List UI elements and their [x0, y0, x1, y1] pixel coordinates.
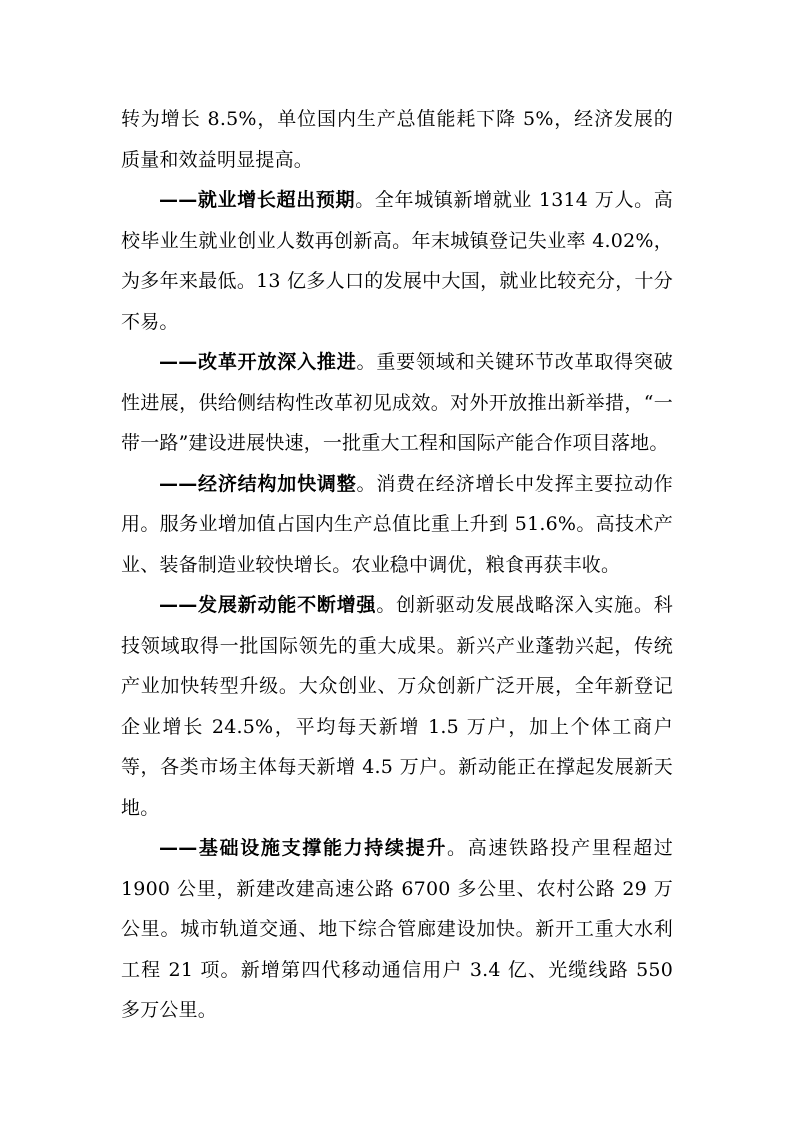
paragraph-economic-quality	[121, 99, 673, 180]
paragraph-new-growth-drivers	[121, 585, 673, 828]
paragraph-lead: ——改革开放深入推进	[159, 351, 357, 373]
paragraph-lead: ——就业增长超出预期	[159, 189, 356, 211]
paragraph-infrastructure	[121, 828, 673, 1031]
paragraph-economic-structure	[121, 464, 673, 586]
paragraph-reform-opening	[121, 342, 673, 464]
paragraph-lead: ——发展新动能不断增强	[159, 594, 377, 616]
paragraph-body: 。消费在经济增长中发挥主要拉动作用。服务业增加值占国内生产总值比重上升到 51.6%。高技术产业、装备制造业较快增长。农业稳中调优，粮食再获丰收。	[121, 472, 673, 576]
paragraph-lead: ——经济结构加快调整	[159, 472, 357, 495]
paragraph-employment	[121, 180, 673, 342]
paragraph-body: 。创新驱动发展战略深入实施。科技领域取得一批国际领先的重大成果。新兴产业蓬勃兴起，传统产业加快转型升级。大众创业、万众创新广泛开展，全年新登记企业增长 24.5%，平均每天新增 1.5 万户，加上个体工商户等，各类市场主体每天新增 4.5 万户。新动能正在撑起发展新天地。	[121, 594, 673, 819]
paragraph-body: 。高速铁路投产里程超过 1900 公里，新建改建高速公路 6700 多公里、农村公路 29 万公里。城市轨道交通、地下综合管廊建设加快。新开工重大水利工程 21 项。新增第四代移动通信用户 3.4 亿、光缆线路 550 多万公里。	[121, 837, 673, 1021]
paragraph-body: 。重要领域和关键环节改革取得突破性进展，供给侧结构性改革初见成效。对外开放推出新举措，“一带一路”建设进展快速，一批重大工程和国际产能合作项目落地。	[121, 351, 673, 454]
document-body	[121, 99, 673, 1031]
paragraph-body: 。全年城镇新增就业 1314 万人。高校毕业生就业创业人数再创新高。年末城镇登记失业率 4.02%，为多年来最低。13 亿多人口的发展中大国，就业比较充分，十分不易。	[121, 189, 673, 333]
paragraph-body: 转为增长 8.5%，单位国内生产总值能耗下降 5%，经济发展的质量和效益明显提高。	[121, 108, 673, 171]
paragraph-lead: ——基础设施支撑能力持续提升	[159, 837, 448, 859]
